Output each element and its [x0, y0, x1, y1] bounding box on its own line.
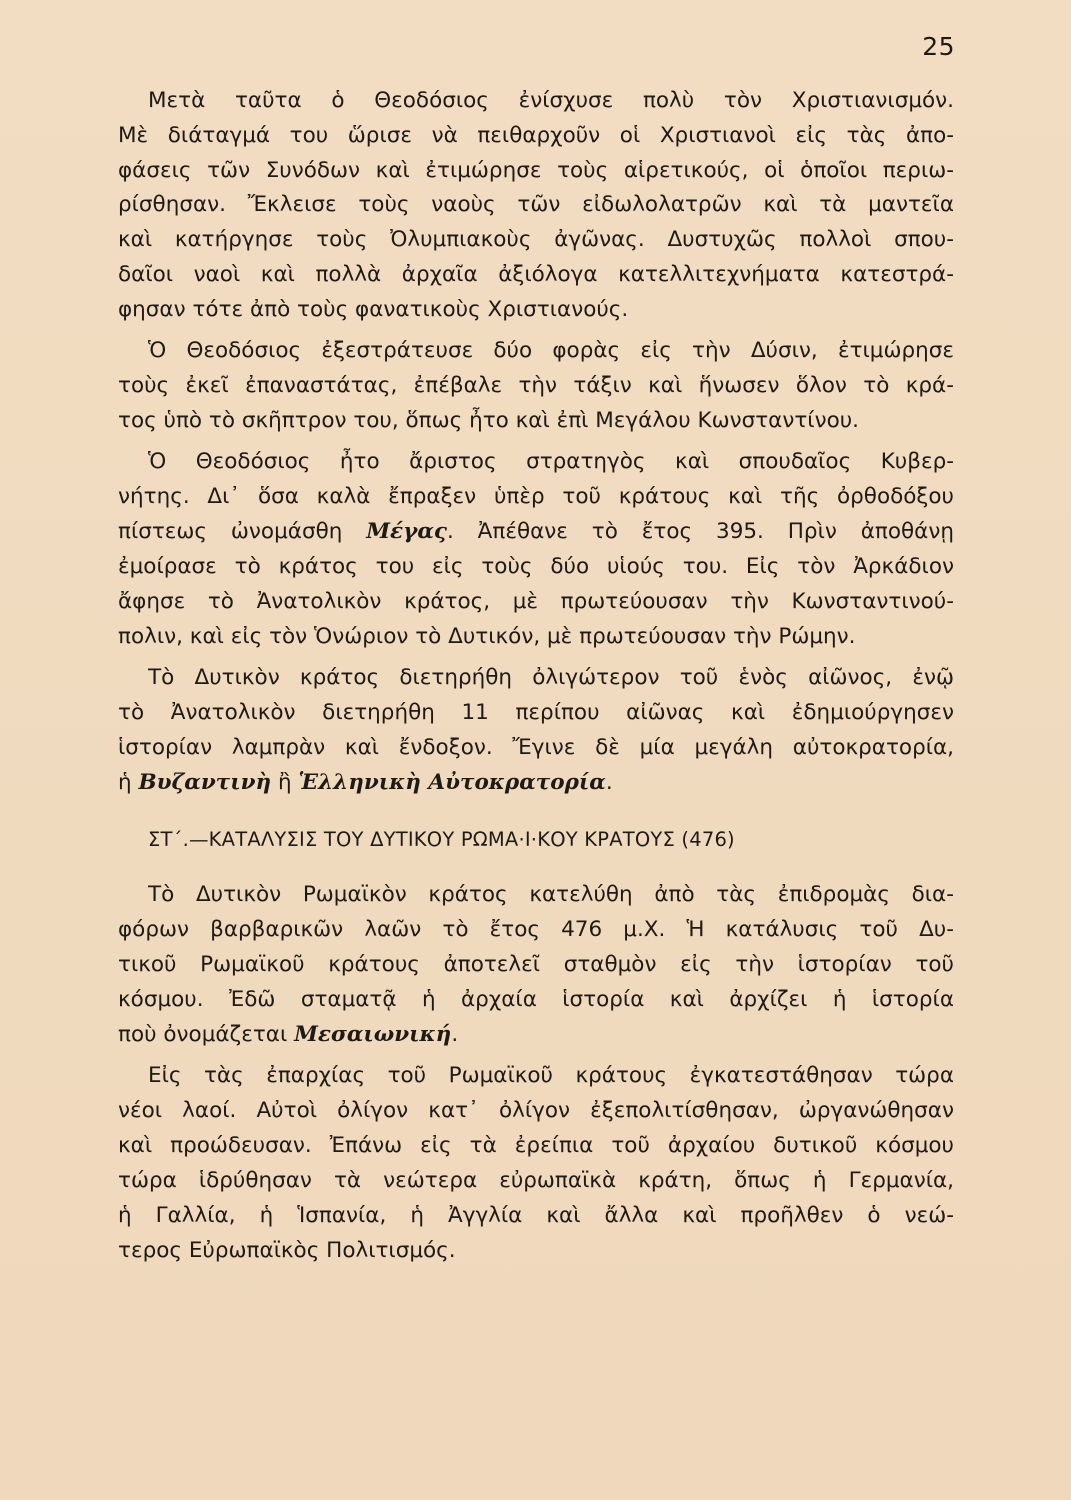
text-segment: ἡ: [118, 770, 132, 795]
text-line: τος ὑπὸ τὸ σκῆπτρον του, ὅπως ἦτο καὶ ἐπὶ Μεγάλου Κωνσταντίνου.: [118, 408, 860, 433]
text-line: ἄφησε τὸ Ἀνατολικὸν κράτος, μὲ πρωτεύουσαν τὴν Κωνσταντινού-: [118, 589, 954, 614]
text-segment: .: [451, 1022, 459, 1047]
text-line: Ὁ Θεοδόσιος ἦτο ἄριστος στρατηγὸς καὶ σπουδαῖος Κυβερ-: [148, 449, 954, 474]
text-line: Εἰς τὰς ἐπαρχίας τοῦ Ρωμαϊκοῦ κράτους ἐγκατεστάθησαν τώρα: [148, 1063, 954, 1088]
text-line: Μὲ διάταγμά του ὥρισε νὰ πειθαρχοῦν οἱ Χριστιανοὶ εἰς τὰς ἀπο-: [118, 123, 954, 148]
text-line: [118, 768, 954, 798]
text-line: τικοῦ Ρωμαϊκοῦ κράτους ἀποτελεῖ σταθμὸν εἰς τὴν ἱστορίαν τοῦ: [118, 952, 954, 977]
text-segment: . Ἀπέθανε τὸ ἔτος 395. Πρὶν ἀποθάνῃ: [446, 519, 954, 544]
page-number: 25: [922, 32, 955, 61]
text-line: Μετὰ ταῦτα ὁ Θεοδόσιος ἐνίσχυσε πολὺ τὸν Χριστιανισμόν.: [148, 88, 954, 113]
text-line: Τὸ Δυτικὸν κράτος διετηρήθη ὀλιγώτερον τοῦ ἑνὸς αἰῶνος, ἐνῷ: [148, 665, 954, 690]
emphasized-term: Μεσαιωνική: [294, 1022, 452, 1047]
text-line: ρίσθησαν. Ἔκλεισε τοὺς ναοὺς τῶν εἰδωλολατρῶν καὶ τὰ μαντεῖα: [118, 192, 954, 217]
emphasized-term: Βυζαντινὴ: [138, 770, 272, 795]
text-line: Τὸ Δυτικὸν Ρωμαϊκὸν κράτος κατελύθη ἀπὸ τὰς ἐπιδρομὰς δια-: [148, 882, 954, 907]
text-line: νέοι λαοί. Αὐτοὶ ὀλίγον κατ᾽ ὀλίγον ἐξεπολιτίσθησαν, ὠργανώθησαν: [118, 1098, 954, 1123]
text-line: Ὁ Θεοδόσιος ἐξεστράτευσε δύο φορὰς εἰς τὴν Δύσιν, ἐτιμώρησε: [148, 338, 954, 363]
text-segment: ποὺ ὀνομάζεται: [118, 1022, 288, 1047]
text-line: τώρα ἱδρύθησαν τὰ νεώτερα εὐρωπαϊκὰ κράτη, ὅπως ἡ Γερμανία,: [118, 1168, 954, 1193]
text-line: φάσεις τῶν Συνόδων καὶ ἐτιμώρησε τοὺς αἱρετικούς, οἱ ὁποῖοι περιω-: [118, 158, 954, 183]
text-line: τοὺς ἐκεῖ ἐπαναστάτας, ἐπέβαλε τὴν τάξιν καὶ ἥνωσεν ὅλον τὸ κρά-: [118, 373, 954, 398]
text-line: πολιν, καὶ εἰς τὸν Ὁνώριον τὸ Δυτικόν, μὲ πρωτεύουσαν τὴν Ρώμην.: [118, 624, 856, 649]
text-line: κόσμου. Ἐδῶ σταματᾷ ἡ ἀρχαία ἱστορία καὶ ἀρχίζει ἡ ἱστορία: [118, 987, 954, 1012]
text-line: νήτης. Δι᾽ ὅσα καλὰ ἔπραξεν ὑπὲρ τοῦ κράτους καὶ τῆς ὀρθοδόξου: [118, 484, 954, 509]
text-line: καὶ κατήργησε τοὺς Ὀλυμπιακοὺς ἀγῶνας. Δυστυχῶς πολλοὶ σπου-: [118, 227, 954, 252]
text-line: ἐμοίρασε τὸ κράτος του εἰς τοὺς δύο υἱούς του. Εἰς τὸν Ἀρκάδιον: [118, 554, 954, 579]
text-line: τερος Εὐρωπαϊκὸς Πολιτισμός.: [118, 1238, 456, 1263]
text-line: δαῖοι ναοὶ καὶ πολλὰ ἀρχαῖα ἀξιόλογα κατελλιτεχνήματα κατεστρά-: [118, 262, 954, 287]
text-line: ἡ Γαλλία, ἡ Ἱσπανία, ἡ Ἀγγλία καὶ ἄλλα καὶ προῆλθεν ὁ νεώ-: [118, 1203, 954, 1228]
section-heading: ΣΤ΄.—ΚΑΤΑΛΥΣΙΣ ΤΟΥ ΔΥΤΙΚΟΥ ΡΩΜΑ·Ι·ΚΟΥ ΚΡΑΤΟΥΣ (476): [148, 828, 735, 851]
text-line: φησαν τότε ἀπὸ τοὺς φανατικοὺς Χριστιανούς.: [118, 297, 629, 322]
text-line: [118, 517, 954, 547]
emphasized-term: Ἑλληνικὴ Αὐτοκρατορία: [298, 770, 606, 795]
text-segment: ἢ: [278, 770, 292, 795]
text-line: [118, 1020, 954, 1050]
emphasized-term: Μέγας: [366, 519, 447, 544]
text-line: καὶ προώδευσαν. Ἐπάνω εἰς τὰ ἐρείπια τοῦ ἀρχαίου δυτικοῦ κόσμου: [118, 1133, 954, 1158]
text-line: τὸ Ἀνατολικὸν διετηρήθη 11 περίπου αἰῶνας καὶ ἐδημιούργησεν: [118, 700, 954, 725]
text-segment: πίστεως ὠνομάσθη: [118, 519, 343, 544]
text-line: ἱστορίαν λαμπρὰν καὶ ἔνδοξον. Ἔγινε δὲ μία μεγάλη αὐτοκρατορία,: [118, 735, 954, 760]
text-segment: .: [605, 770, 613, 795]
text-line: φόρων βαρβαρικῶν λαῶν τὸ ἔτος 476 μ.Χ. Ἡ κατάλυσις τοῦ Δυ-: [118, 917, 954, 942]
